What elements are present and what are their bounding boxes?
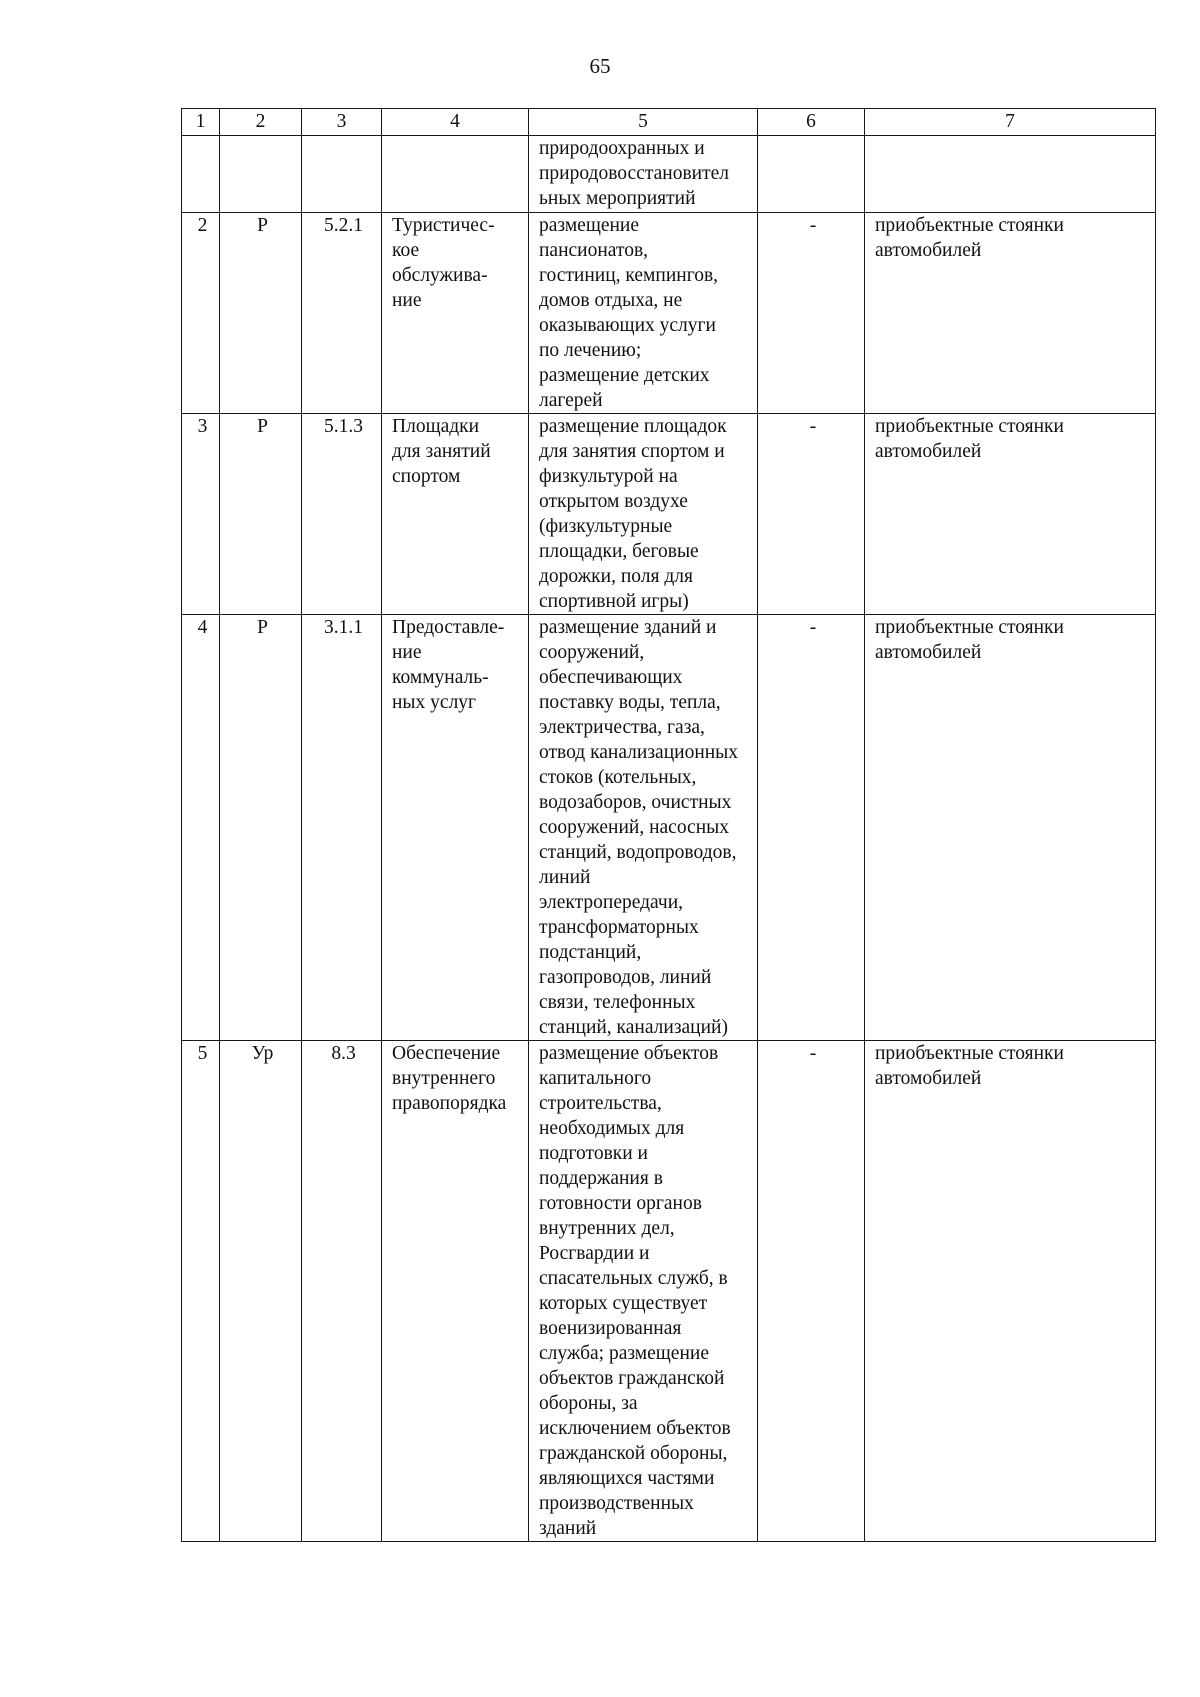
- cell-code: 3.1.1: [302, 615, 382, 1041]
- cell-description: размещение объектов капитального строительства, необходимых для подготовки и поддержания в готовности органов внутренних дел, Росгвардии и спасательных служб, в которых существует военизированная служба; размещение объектов гражданской обороны, за исключением объектов гражданской обороны, являющихся частями производственных зданий: [529, 1041, 758, 1542]
- header-col-1: 1: [182, 109, 220, 136]
- header-row: [182, 109, 1156, 136]
- cell-zone: Р: [220, 615, 302, 1041]
- table-row: [182, 213, 1156, 414]
- cell-col7: приобъектные стоянки автомобилей: [865, 1041, 1156, 1542]
- cell-zone: Ур: [220, 1041, 302, 1542]
- header-col-5: 5: [529, 109, 758, 136]
- zoning-table: [181, 108, 1156, 1542]
- header-col-6: 6: [758, 109, 865, 136]
- cell-code: 5.2.1: [302, 213, 382, 414]
- cell-description: размещение площадок для занятия спортом и физкультурой на открытом воздухе (физкультурные площадки, беговые дорожки, поля для спортивной игры): [529, 414, 758, 615]
- cell-code: 8.3: [302, 1041, 382, 1542]
- cell-num: 5: [182, 1041, 220, 1542]
- cell-col7: приобъектные стоянки автомобилей: [865, 213, 1156, 414]
- header-col-7: 7: [865, 109, 1156, 136]
- cell-col7: приобъектные стоянки автомобилей: [865, 414, 1156, 615]
- table-row-continuation: [182, 136, 1156, 213]
- cell-col7: [865, 136, 1156, 213]
- cell-col6: -: [758, 1041, 865, 1542]
- cell-zone: [220, 136, 302, 213]
- cell-name: Предоставле- ние коммуналь- ных услуг: [382, 615, 529, 1041]
- cell-num: 3: [182, 414, 220, 615]
- header-col-4: 4: [382, 109, 529, 136]
- table-row: [182, 615, 1156, 1041]
- cell-num: 4: [182, 615, 220, 1041]
- cell-name: [382, 136, 529, 213]
- cell-num: 2: [182, 213, 220, 414]
- cell-col6: -: [758, 615, 865, 1041]
- cell-name: Обеспечение внутреннего правопорядка: [382, 1041, 529, 1542]
- header-col-2: 2: [220, 109, 302, 136]
- cell-col6: -: [758, 213, 865, 414]
- cell-col6: -: [758, 414, 865, 615]
- cell-description: природоохранных и природовосстановител ьных мероприятий: [529, 136, 758, 213]
- cell-name: Туристичес- кое обслужива- ние: [382, 213, 529, 414]
- header-col-3: 3: [302, 109, 382, 136]
- page-number: 65: [589, 54, 611, 78]
- table-row: [182, 1041, 1156, 1542]
- cell-col7: приобъектные стоянки автомобилей: [865, 615, 1156, 1041]
- cell-zone: Р: [220, 414, 302, 615]
- cell-col6: [758, 136, 865, 213]
- cell-description: размещение зданий и сооружений, обеспечивающих поставку воды, тепла, электричества, газа, отвод канализационных стоков (котельных, водозаборов, очистных сооружений, насосных станций, водопроводов, линий электропередачи, трансформаторных подстанций, газопроводов, линий связи, телефонных станций, канализаций): [529, 615, 758, 1041]
- cell-code: 5.1.3: [302, 414, 382, 615]
- cell-zone: Р: [220, 213, 302, 414]
- cell-name: Площадки для занятий спортом: [382, 414, 529, 615]
- cell-description: размещение пансионатов, гостиниц, кемпингов, домов отдыха, не оказывающих услуги по лечению; размещение детских лагерей: [529, 213, 758, 414]
- cell-code: [302, 136, 382, 213]
- cell-num: [182, 136, 220, 213]
- table-row: [182, 414, 1156, 615]
